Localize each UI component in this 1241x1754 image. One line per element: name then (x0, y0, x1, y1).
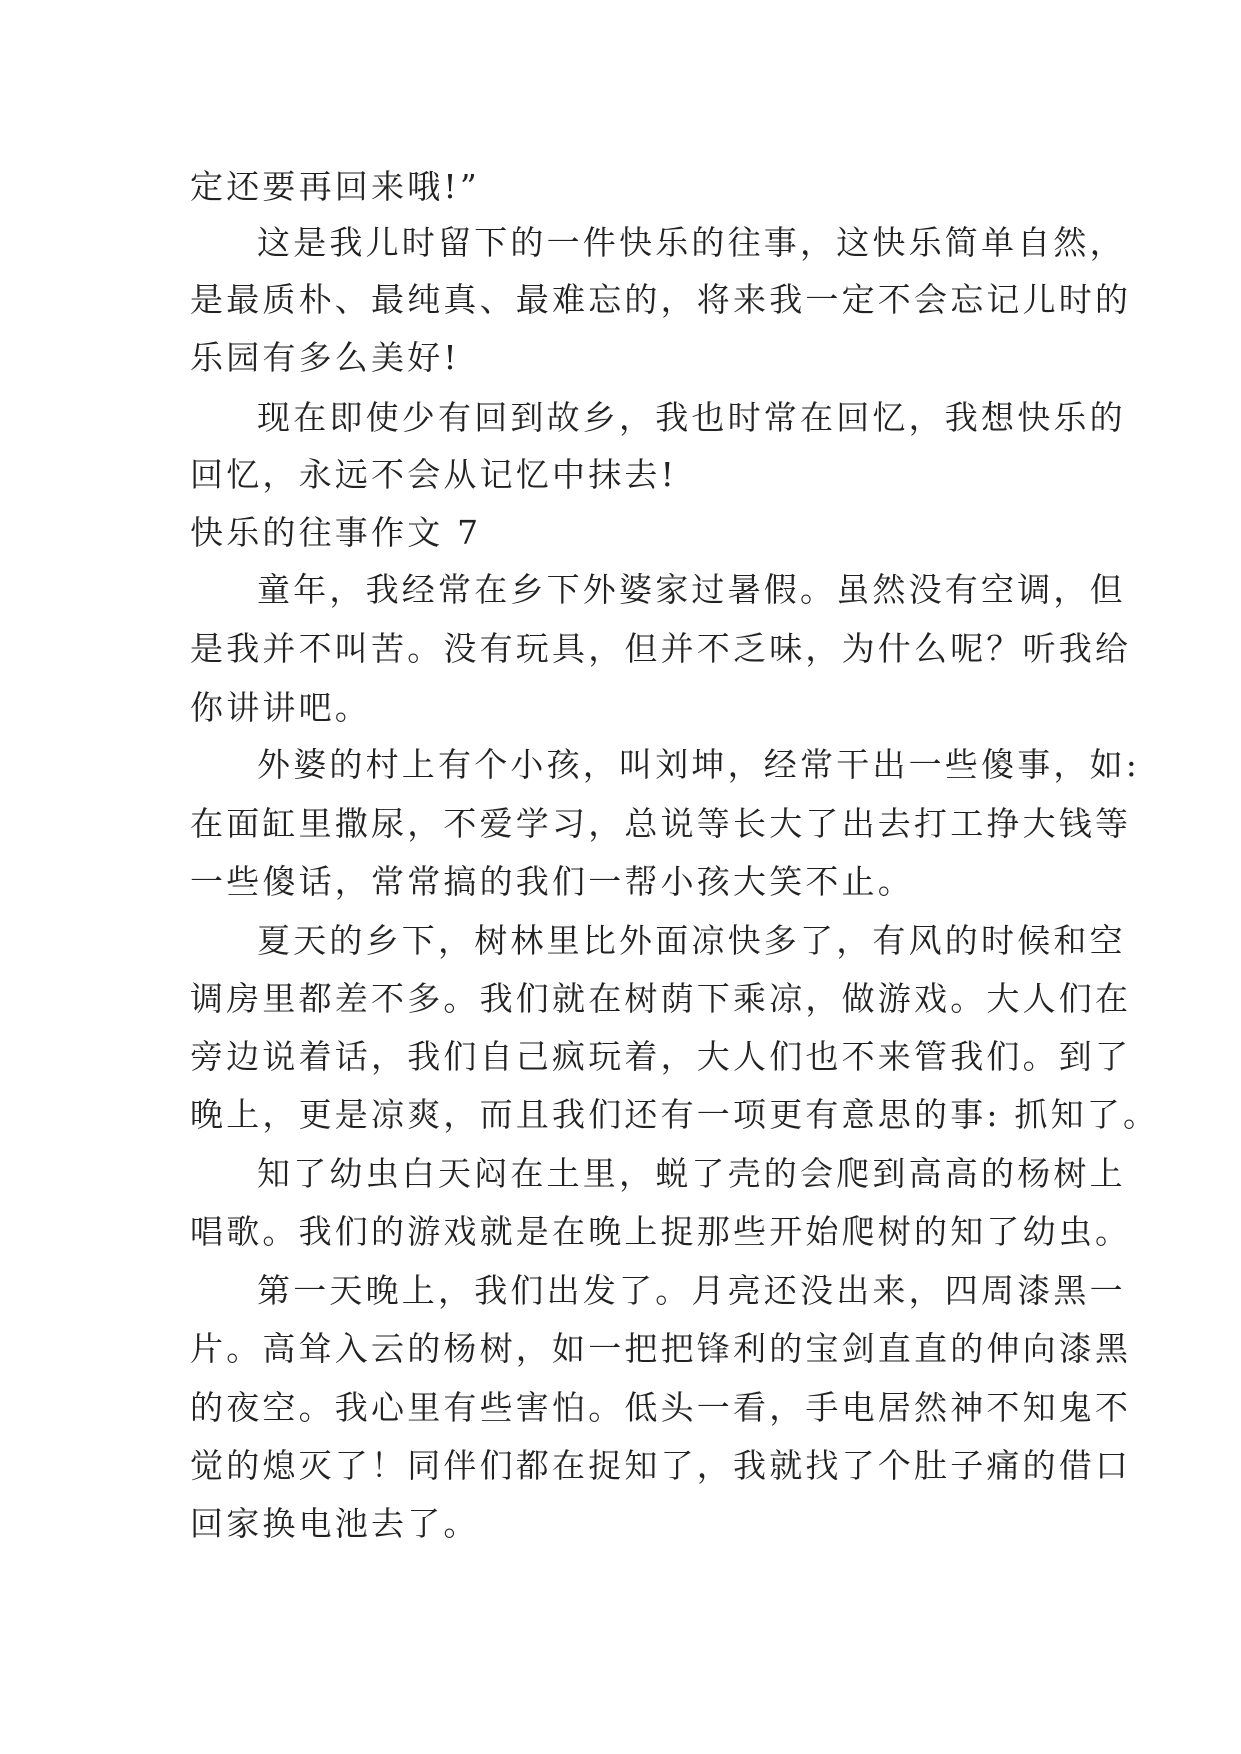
paragraph-start: 知了幼虫白天闷在土里，蜕了壳的会爬到高高的杨树上 (257, 1154, 1126, 1193)
paragraph-start: 童年，我经常在乡下外婆家过暑假。虽然没有空调，但 (257, 570, 1126, 609)
text-line: 的夜空。我心里有些害怕。低头一看，手电居然神不知鬼不 (190, 1388, 1132, 1427)
text-line: 唱歌。我们的游戏就是在晚上捉那些开始爬树的知了幼虫。 (190, 1212, 1132, 1251)
text-line: 你讲讲吧。 (190, 688, 371, 727)
text-line: 觉的熄灭了！同伴们都在捉知了，我就找了个肚子痛的借口 (190, 1446, 1132, 1485)
text-line: 晚上，更是凉爽，而且我们还有一项更有意思的事: 抓知了。 (190, 1095, 1160, 1134)
text-line: 定还要再回来哦!” (190, 167, 480, 206)
section-heading: 快乐的往事作文 7 (190, 513, 482, 552)
paragraph-start: 这是我儿时留下的一件快乐的往事，这快乐简单自然， (257, 223, 1126, 262)
text-line: 调房里都差不多。我们就在树荫下乘凉，做游戏。大人们在 (190, 979, 1132, 1018)
paragraph-start: 夏天的乡下，树林里比外面凉快多了，有风的时候和空 (257, 921, 1126, 960)
text-line: 乐园有多么美好! (190, 338, 460, 377)
text-line: 回家换电池去了。 (190, 1504, 480, 1543)
text-line: 在面缸里撒尿，不爱学习，总说等长大了出去打工挣大钱等 (190, 804, 1132, 843)
paragraph-start: 第一天晚上，我们出发了。月亮还没出来，四周漆黑一 (257, 1271, 1126, 1310)
text-line: 片。高耸入云的杨树，如一把把锋利的宝剑直直的伸向漆黑 (190, 1329, 1132, 1368)
text-line: 回忆，永远不会从记忆中抹去! (190, 455, 678, 494)
paragraph-start: 现在即使少有回到故乡，我也时常在回忆，我想快乐的 (257, 398, 1126, 437)
paragraph-start: 外婆的村上有个小孩，叫刘坤，经常干出一些傻事，如: (257, 745, 1141, 784)
text-line: 是我并不叫苦。没有玩具，但并不乏味，为什么呢？听我给 (190, 629, 1132, 668)
text-line: 一些傻话，常常搞的我们一帮小孩大笑不止。 (190, 862, 914, 901)
text-line: 是最质朴、最纯真、最难忘的，将来我一定不会忘记儿时的 (190, 280, 1132, 319)
text-line: 旁边说着话，我们自己疯玩着，大人们也不来管我们。到了 (190, 1037, 1132, 1076)
